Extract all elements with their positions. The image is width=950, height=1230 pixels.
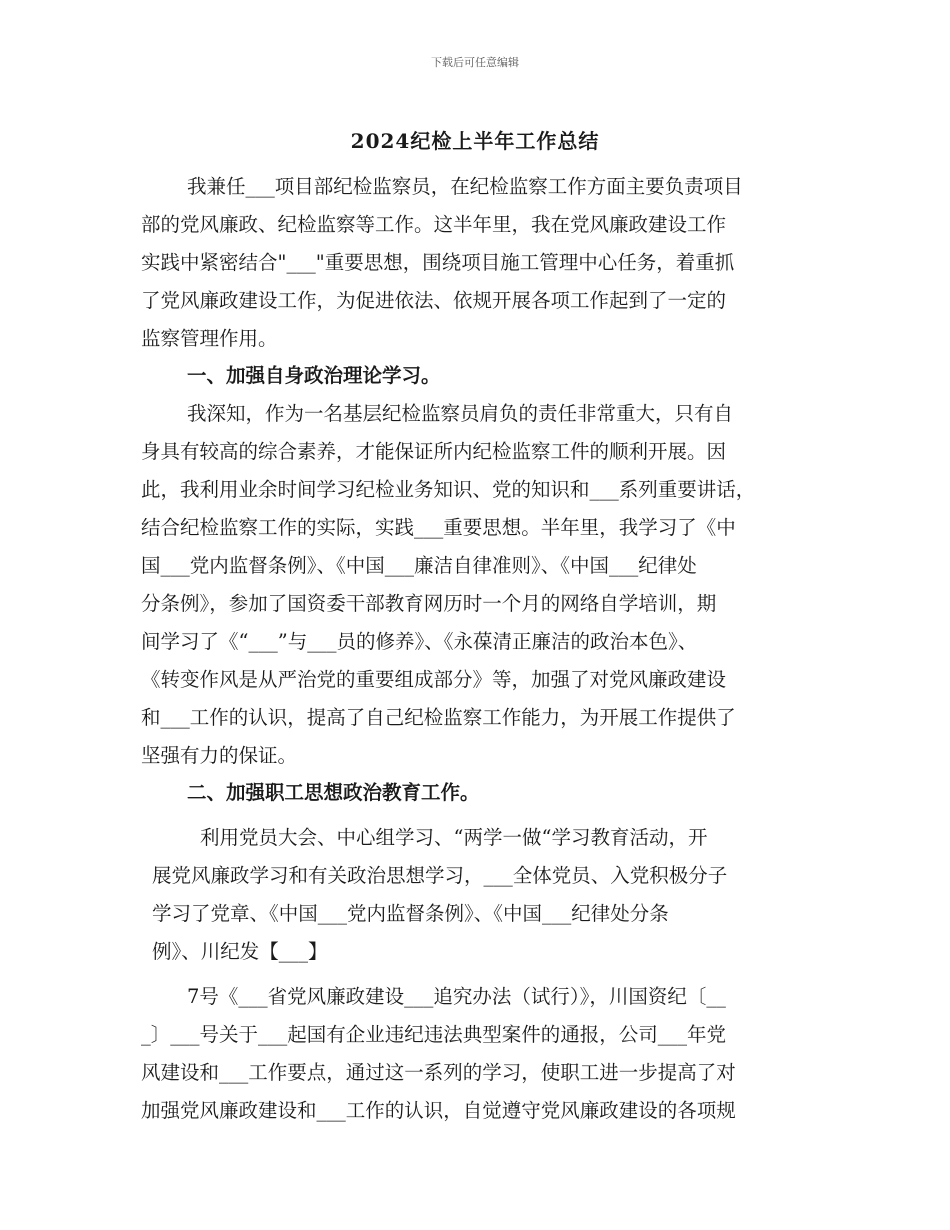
body-line: 《转变作风是从严治党的重要组成部分》等，加强了对党风廉政建设 bbox=[141, 668, 727, 691]
section-heading: 二、加强职工思想政治教育工作。 bbox=[187, 781, 480, 804]
body-line: 分条例》，参加了国资委干部教育网历时一个月的网络自学培训，期 bbox=[141, 592, 717, 615]
body-line: 实践中紧密结合"___"重要思想，围绕项目施工管理中心任务，着重抓 bbox=[141, 251, 735, 274]
body-line: 学习了党章、《中国___党内监督条例》、《中国___纪律处分条 bbox=[152, 902, 669, 925]
body-line: 此，我利用业余时间学习纪检业务知识、党的知识和___系列重要讲话， bbox=[141, 478, 756, 501]
body-line: 7号《___省党风廉政建设___追究办法（试行）》，川国资纪〔__ bbox=[187, 985, 726, 1008]
body-line: 间学习了《“___”与___员的修养》、《永葆清正廉洁的政治本色》、 bbox=[141, 630, 698, 653]
body-line: 部的党风廉政、纪检监察等工作。这半年里，我在党风廉政建设工作 bbox=[141, 213, 727, 236]
body-line: 我兼任___项目部纪检监察员，在纪检监察工作方面主要负责项目 bbox=[187, 175, 743, 198]
body-line: 坚强有力的保证。 bbox=[141, 744, 298, 767]
body-line: 了党风廉政建设工作，为促进依法、依规开展各项工作起到了一定的 bbox=[141, 289, 727, 312]
body-line: 和___工作的认识，提高了自己纪检监察工作能力，为开展工作提供了 bbox=[141, 706, 736, 729]
section-heading: 一、加强自身政治理论学习。 bbox=[187, 364, 441, 387]
body-line: 利用党员大会、中心组学习、“两学一做“学习教育活动，开 bbox=[200, 826, 708, 849]
body-line: 监察管理作用。 bbox=[141, 327, 278, 350]
body-line: 风建设和___工作要点，通过这一系列的学习，使职工进一步提高了对 bbox=[141, 1061, 736, 1084]
body-line: 国___党内监督条例》、《中国___廉洁自律准则》、《中国___纪律处 bbox=[141, 554, 697, 577]
body-line: 我深知，作为一名基层纪检监察员肩负的责任非常重大，只有自 bbox=[187, 402, 734, 425]
body-line: _〕___号关于___起国有企业违纪违法典型案件的通报，公司___年党 bbox=[141, 1023, 727, 1046]
document-title: 2024纪检上半年工作总结 bbox=[350, 129, 600, 153]
body-line: 身具有较高的综合素养，才能保证所内纪检监察工件的顺利开展。因 bbox=[141, 440, 727, 463]
body-line: 展党风廉政学习和有关政治思想学习，___全体党员、入党积极分子 bbox=[152, 864, 728, 887]
body-line: 结合纪检监察工作的实际，实践___重要思想。半年里，我学习了《中 bbox=[141, 516, 736, 539]
body-line: 加强党风廉政建设和___工作的认识，自觉遵守党风廉政建设的各项规 bbox=[141, 1099, 736, 1122]
body-line: 例》、川纪发【___】 bbox=[152, 940, 328, 963]
page-header-note: 下载后可任意编辑 bbox=[431, 56, 519, 69]
